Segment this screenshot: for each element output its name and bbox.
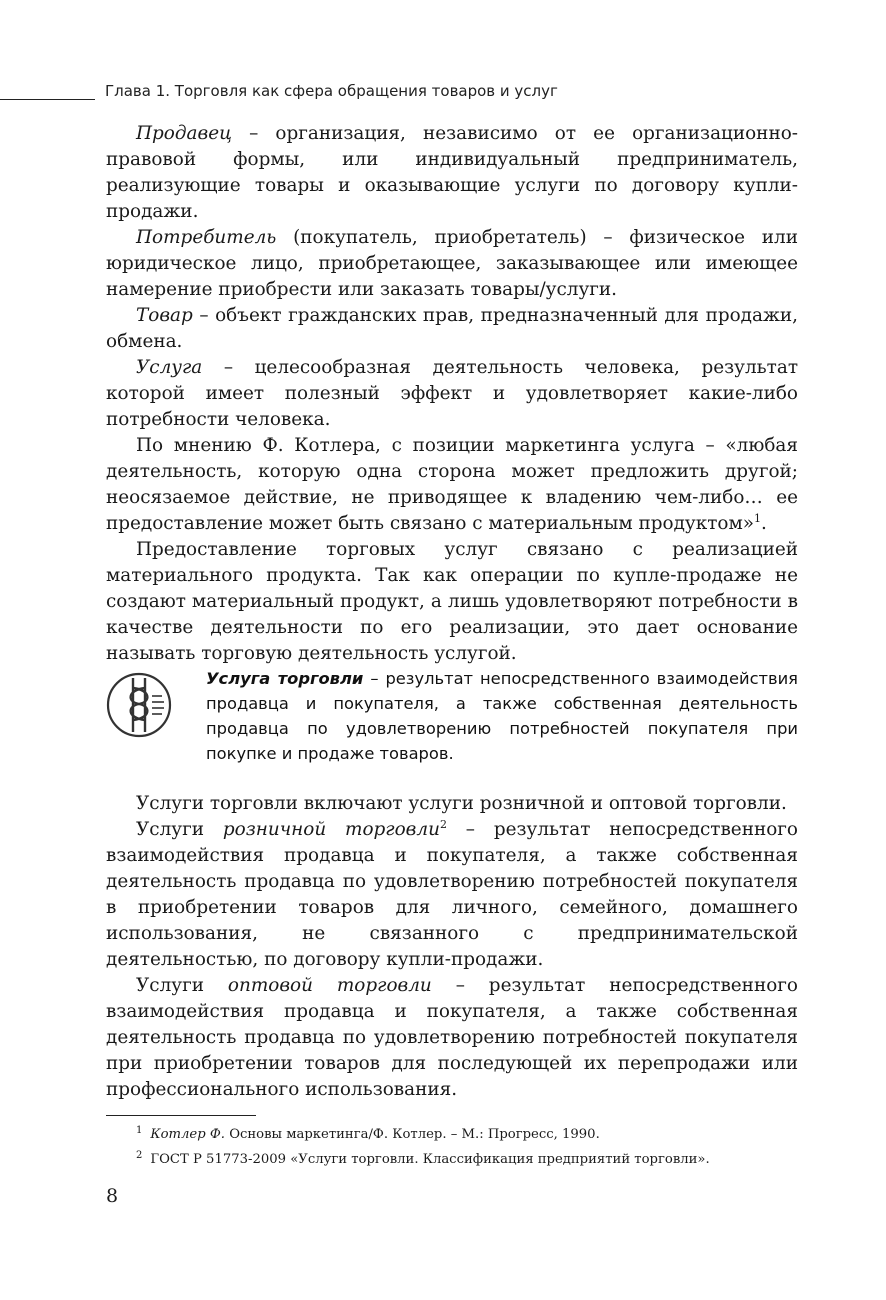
callout-term: Услуга торговли	[206, 669, 364, 688]
footnote-rule	[106, 1115, 256, 1116]
paragraph-service: Услуга – целесообразная деятельность человека, результат которой имеет полезный эффект и удовлетворяет какие-либо потребности человека.	[106, 357, 798, 430]
paragraph-trade-services-include: Услуги торговли включают услуги розничной и оптовой торговли.	[136, 793, 787, 814]
running-header	[0, 76, 886, 106]
footnote-2: $^2$ ГОСТ Р 51773-2009 «Услуги торговли. Классификация предприятий торговли».	[136, 1149, 710, 1167]
term-retail: розничной торговли	[222, 819, 440, 840]
paragraph-retail: Услуги розничной торговли$^2$ – результат непосредственного взаимодействия продавца и покупателя, а также собственная деятельность продавца по удовлетворению потребностей покупателя в приобретении товаров для личного, семейного, домашнего использования, не связанного с предпринимательской деятельностью, по договору купли-продажи.	[106, 817, 798, 970]
term-service: Услуга	[136, 357, 203, 378]
knot-icon	[106, 672, 172, 738]
header-rule	[0, 99, 95, 100]
footnote-1: $^1$ Котлер Ф. Основы маркетинга/Ф. Котлер. – М.: Прогресс, 1990.	[136, 1124, 600, 1142]
paragraph-wholesale: Услуги оптовой торговли – результат непосредственного взаимодействия продавца и покупателя, а также собственная деятельность продавца по удовлетворению потребностей покупателя при приобретении товаров для последующей их перепродажи или профессионального использования.	[106, 975, 798, 1100]
paragraph-trade-services: Предоставление торговых услуг связано с реализацией материального продукта. Так как операции по купле-продаже не создают материальный продукт, а лишь удовлетворяют потребности в качестве деятельности по его реализации, это дает основание называть торговую деятельность услугой.	[106, 539, 798, 664]
term-seller: Продавец	[136, 123, 232, 144]
callout-text: Услуга торговли – результат непосредственного взаимодействия продавца и покупателя, а также собственная деятельность продавца по удовлетворению потребностей покупателя при покупке и продаже товаров.	[206, 669, 798, 763]
footnote-ref-2[interactable]: 2	[439, 817, 447, 831]
paragraph-goods: Товар – объект гражданских прав, предназначенный для продажи, обмена.	[106, 305, 798, 352]
definition-callout	[106, 666, 798, 766]
footnote-ref-1[interactable]: 1	[754, 511, 762, 525]
paragraph-seller: Продавец – организация, независимо от ее организационно-правовой формы, или индивидуальный предприниматель, реализующие товары и оказывающие услуги по договору купли-продажи.	[106, 123, 798, 222]
term-consumer: Потребитель	[136, 227, 277, 248]
page-number: 8	[106, 1185, 119, 1207]
footnotes	[136, 1122, 796, 1172]
body-text-top	[106, 121, 798, 667]
paragraph-kotler: По мнению Ф. Котлера, с позиции маркетинга услуга – «любая деятельность, которую одна сторона может предложить другой; неосязаемое действие, не приводящее к владению чем-либо… ее предоставление может быть связано с материальным продуктом»$^1$.	[106, 435, 798, 534]
term-wholesale: оптовой торговли	[227, 975, 432, 996]
running-title: Глава 1. Торговля как сфера обращения товаров и услуг	[105, 82, 558, 100]
term-goods: Товар	[136, 305, 193, 326]
body-text-bottom	[106, 791, 798, 1103]
paragraph-consumer: Потребитель (покупатель, приобретатель) – физическое или юридическое лицо, приобретающее, заказывающее или имеющее намерение приобрести или заказать товары/услуги.	[106, 227, 798, 300]
